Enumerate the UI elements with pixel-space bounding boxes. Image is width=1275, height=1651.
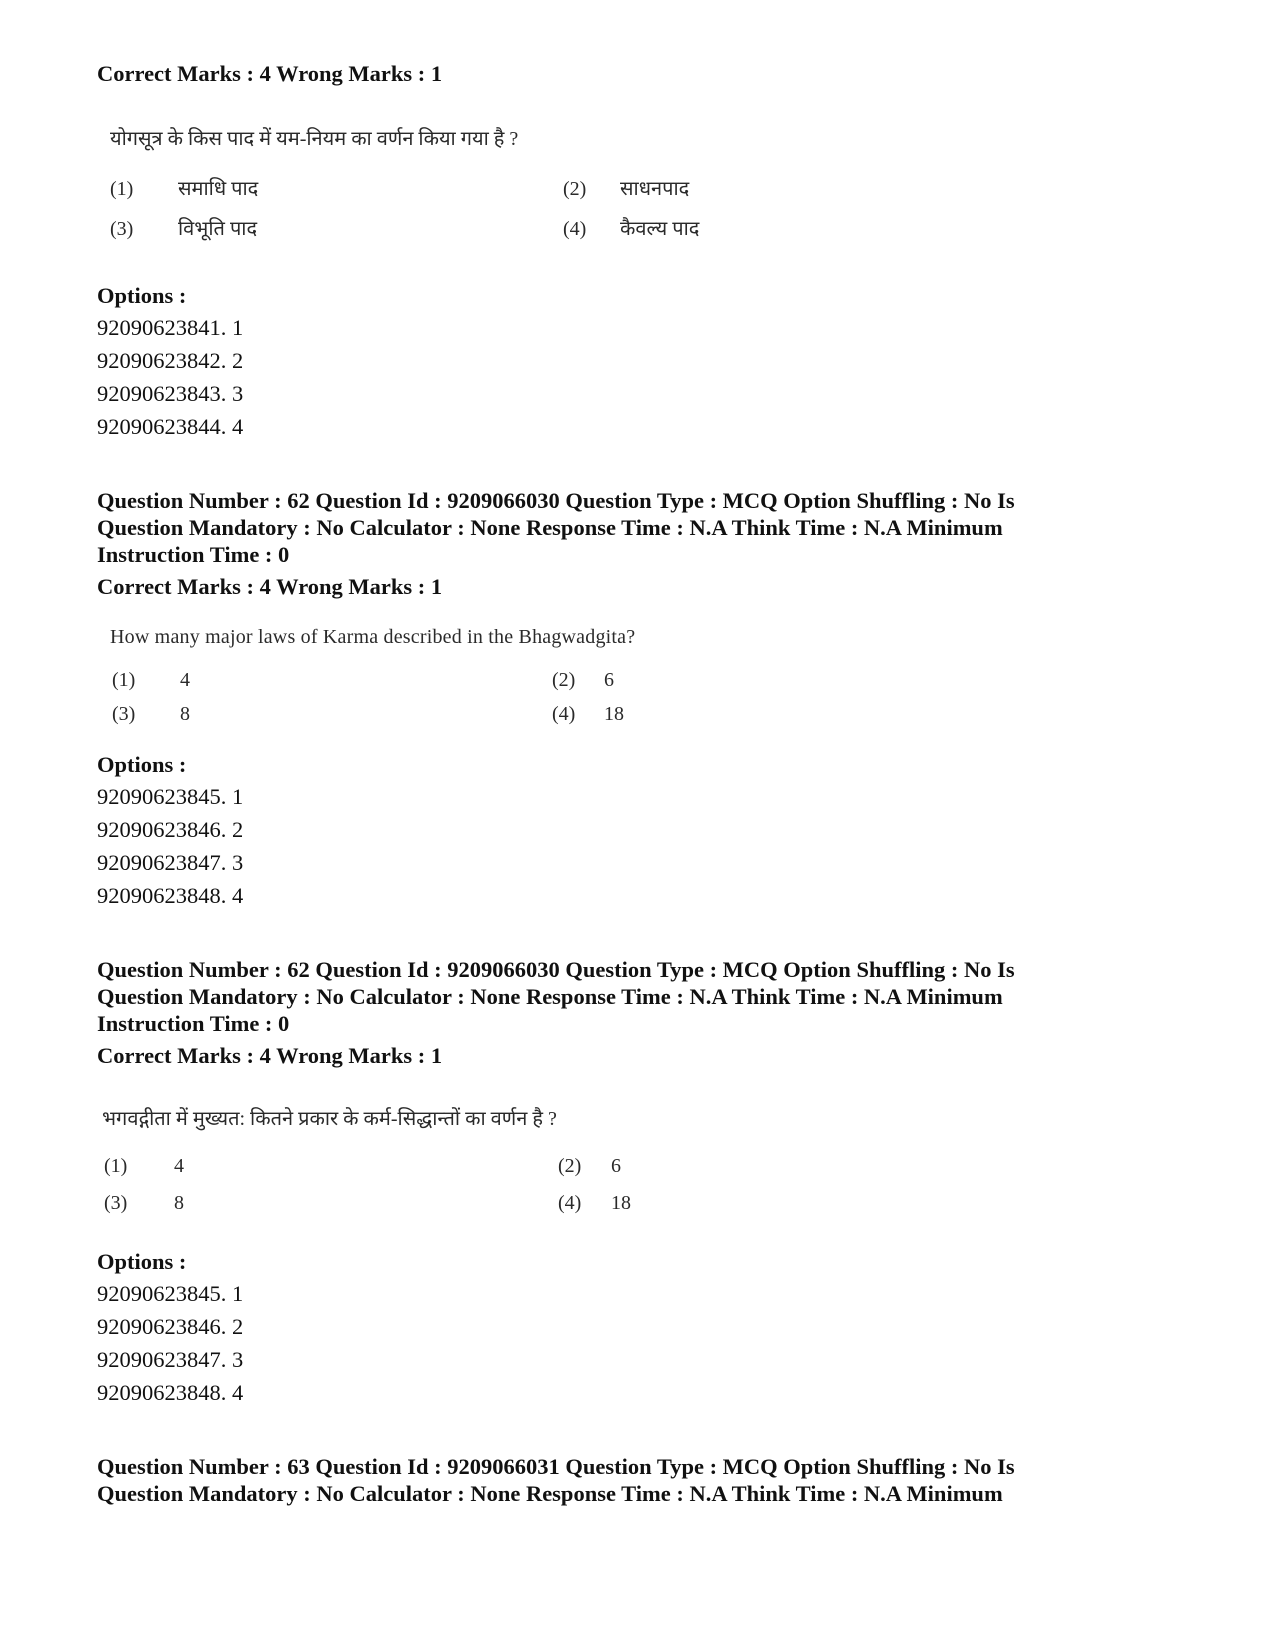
choice-text: 8 bbox=[174, 1192, 184, 1214]
choice-text: समाधि पाद bbox=[178, 178, 259, 200]
choice-number: (3) bbox=[110, 218, 134, 240]
option-line: 92090623846. 2 bbox=[97, 817, 244, 842]
question-header-line: Question Mandatory : No Calculator : None Response Time : N.A Think Time : N.A Minimum bbox=[97, 1481, 1003, 1506]
question-image bbox=[100, 126, 740, 246]
question-header-line: Question Number : 62 Question Id : 9209066030 Question Type : MCQ Option Shuffling : No Is bbox=[97, 488, 1015, 513]
question-header-line: Question Number : 63 Question Id : 9209066031 Question Type : MCQ Option Shuffling : No Is bbox=[97, 1454, 1015, 1479]
marks-line: Correct Marks : 4 Wrong Marks : 1 bbox=[97, 61, 443, 86]
choice-text: 4 bbox=[174, 1155, 184, 1177]
question-header-line: Instruction Time : 0 bbox=[97, 542, 290, 567]
question-image bbox=[100, 624, 740, 734]
option-line: 92090623844. 4 bbox=[97, 414, 244, 439]
option-line: 92090623842. 2 bbox=[97, 348, 244, 373]
choice-number: (4) bbox=[552, 703, 576, 725]
question-stem: भगवद्गीता में मुख्यत: कितने प्रकार के कर्म-सिद्धान्तों का वर्णन है ? bbox=[102, 1108, 557, 1130]
question-stem: How many major laws of Karma described in the Bhagwadgita? bbox=[110, 626, 636, 648]
option-line: 92090623843. 3 bbox=[97, 381, 244, 406]
choice-text: 4 bbox=[180, 669, 190, 691]
option-line: 92090623847. 3 bbox=[97, 850, 244, 875]
choice-text: 18 bbox=[604, 703, 624, 725]
choice-number: (4) bbox=[563, 218, 587, 240]
options-heading: Options : bbox=[97, 1249, 187, 1274]
option-line: 92090623841. 1 bbox=[97, 315, 244, 340]
choice-number: (2) bbox=[558, 1155, 582, 1177]
option-line: 92090623845. 1 bbox=[97, 784, 244, 809]
choice-text: 6 bbox=[604, 669, 614, 691]
option-line: 92090623847. 3 bbox=[97, 1347, 244, 1372]
choice-number: (1) bbox=[110, 178, 134, 200]
option-line: 92090623848. 4 bbox=[97, 1380, 244, 1405]
option-line: 92090623845. 1 bbox=[97, 1281, 244, 1306]
options-heading: Options : bbox=[97, 283, 187, 308]
choice-number: (3) bbox=[104, 1192, 128, 1214]
question-header-line: Question Mandatory : No Calculator : None Response Time : N.A Think Time : N.A Minimum bbox=[97, 984, 1003, 1009]
choice-text: 6 bbox=[611, 1155, 621, 1177]
choice-number: (4) bbox=[558, 1192, 582, 1214]
choice-number: (1) bbox=[112, 669, 136, 691]
question-header-line: Question Number : 62 Question Id : 9209066030 Question Type : MCQ Option Shuffling : No Is bbox=[97, 957, 1015, 982]
question-header-line: Instruction Time : 0 bbox=[97, 1011, 290, 1036]
options-heading: Options : bbox=[97, 752, 187, 777]
choice-text: 18 bbox=[611, 1192, 631, 1214]
question-header-line: Question Mandatory : No Calculator : None Response Time : N.A Think Time : N.A Minimum bbox=[97, 515, 1003, 540]
question-stem: योगसूत्र के किस पाद में यम-नियम का वर्णन किया गया है ? bbox=[110, 128, 519, 150]
marks-line: Correct Marks : 4 Wrong Marks : 1 bbox=[97, 574, 443, 599]
choice-text: साधनपाद bbox=[620, 178, 690, 200]
choice-text: विभूति पाद bbox=[178, 218, 258, 240]
choice-number: (2) bbox=[563, 178, 587, 200]
choice-text: 8 bbox=[180, 703, 190, 725]
choice-number: (3) bbox=[112, 703, 136, 725]
choice-number: (1) bbox=[104, 1155, 128, 1177]
option-line: 92090623848. 4 bbox=[97, 883, 244, 908]
choice-number: (2) bbox=[552, 669, 576, 691]
question-image bbox=[100, 1106, 740, 1226]
marks-line: Correct Marks : 4 Wrong Marks : 1 bbox=[97, 1043, 443, 1068]
option-line: 92090623846. 2 bbox=[97, 1314, 244, 1339]
choice-text: कैवल्य पाद bbox=[620, 218, 700, 240]
